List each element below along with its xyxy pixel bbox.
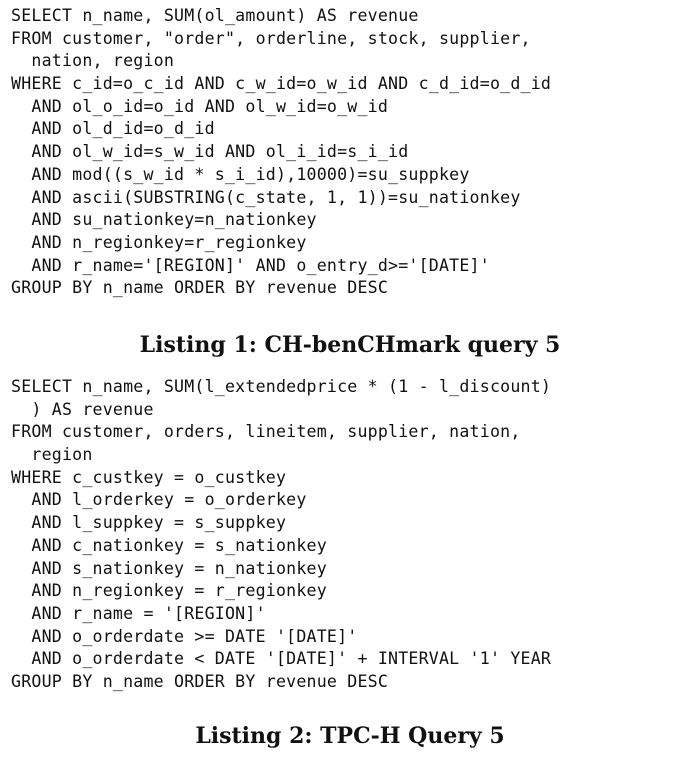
- code-line: AND ascii(SUBSTRING(c_state, 1, 1))=su_nationkey: [11, 187, 521, 207]
- code-line: AND mod((s_w_id * s_i_id),10000)=su_suppkey: [11, 164, 470, 184]
- code-line: AND r_name='[REGION]' AND o_entry_d>='[DATE]': [11, 255, 490, 275]
- listing-2-code-block: [11, 376, 691, 694]
- code-line: SELECT n_name, SUM(l_extendedprice * (1 - l_discount): [11, 377, 552, 396]
- code-line: AND su_nationkey=n_nationkey: [11, 210, 317, 230]
- code-line: GROUP BY n_name ORDER BY revenue DESC: [11, 278, 389, 298]
- code-line: AND o_orderdate < DATE '[DATE]' + INTERVAL '1' YEAR: [11, 649, 552, 669]
- code-line: GROUP BY n_name ORDER BY revenue DESC: [11, 671, 389, 691]
- code-line: FROM customer, orders, lineitem, supplier, nation,: [11, 422, 521, 442]
- code-line: AND ol_o_id=o_id AND ol_w_id=o_w_id: [11, 96, 389, 116]
- sql-code: [11, 5, 691, 300]
- code-line: region: [11, 445, 93, 465]
- code-line: AND s_nationkey = n_nationkey: [11, 558, 327, 578]
- code-line: SELECT n_name, SUM(ol_amount) AS revenue: [11, 6, 419, 25]
- listing-1-code-block: [11, 5, 691, 300]
- code-line: AND c_nationkey = s_nationkey: [11, 535, 327, 555]
- code-line: ) AS revenue: [11, 399, 154, 419]
- code-line: FROM customer, "order", orderline, stock, supplier,: [11, 28, 531, 48]
- code-line: AND l_suppkey = s_suppkey: [11, 513, 287, 533]
- code-line: AND o_orderdate >= DATE '[DATE]': [11, 626, 358, 646]
- code-line: WHERE c_custkey = o_custkey: [11, 467, 287, 487]
- sql-code: [11, 376, 691, 694]
- code-line: AND r_name = '[REGION]': [11, 603, 266, 623]
- code-line: AND l_orderkey = o_orderkey: [11, 490, 307, 510]
- code-line: AND n_regionkey=r_regionkey: [11, 232, 307, 252]
- listing-2-caption: Listing 2: TPC-H Query 5: [195, 723, 505, 749]
- listing-1-caption: Listing 1: CH-benCHmark query 5: [139, 332, 561, 358]
- code-line: nation, region: [11, 51, 175, 71]
- code-line: AND ol_d_id=o_d_id: [11, 119, 215, 139]
- code-line: WHERE c_id=o_c_id AND c_w_id=o_w_id AND c_d_id=o_d_id: [11, 74, 552, 94]
- code-line: AND n_regionkey = r_regionkey: [11, 581, 327, 601]
- code-line: AND ol_w_id=s_w_id AND ol_i_id=s_i_id: [11, 142, 409, 162]
